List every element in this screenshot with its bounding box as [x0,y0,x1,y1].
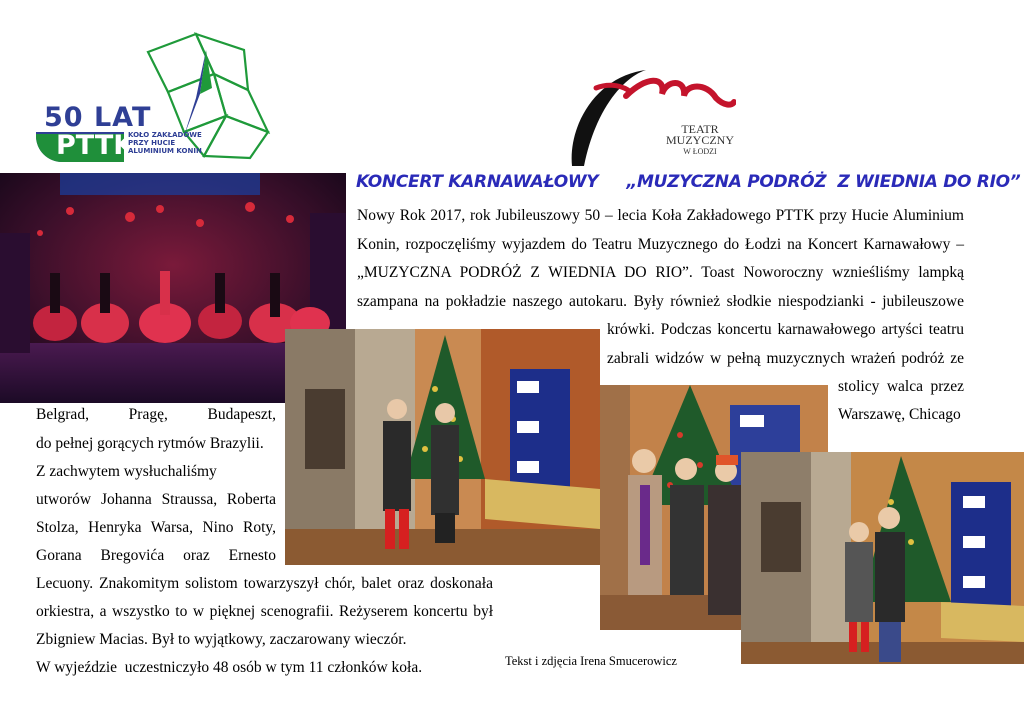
para-line-6: zabrali widzów w pełną muzycznych wrażeń podróż ze [607,350,964,367]
para-line-12: Stolza, Henryka Warsa, Nino Roty, [36,519,276,536]
group-photo-3 [741,452,1024,664]
para-line-7: stolicy walca przez [838,378,964,395]
para-line-13: Gorana Bregovića oraz Ernesto [36,547,276,564]
para-line-14: Lecuony. Znakomitym solistom towarzyszył chór, balet oraz doskonała [36,575,493,592]
pttk-years: 50 LAT [44,102,152,133]
page-title: KONCERT KARNAWAŁOWY „MUZYCZNA PODRÓŻ Z WIEDNIA DO RIO” [356,172,1021,192]
pttk-subtitle: KOŁO ZAKŁADOWE PRZY HUCIE ALUMINIUM KONIN [128,131,202,155]
para-line-17: W wyjeździe uczestniczyło 48 osób w tym 11 członków koła. [36,659,423,676]
para-line-1: Nowy Rok 2017, rok Jubileuszowy 50 – lecia Koła Zakładowego PTTK przy Hucie Aluminium [357,207,964,224]
para-line-5: krówki. Podczas koncertu karnawałowego artyści teatru [607,321,964,338]
para-line-8-right: Warszawę, Chicago [838,406,961,423]
pttk-name: PTTK [56,130,135,161]
para-line-8-left: Belgrad, Pragę, Budapeszt, [36,406,276,423]
para-line-4: szampana na pokładzie naszego autokaru. Były również słodkie niespodzianki - jubileuszowe [357,293,964,310]
para-line-2: Konin, rozpoczęliśmy wyjazdem do Teatru Muzycznego do Łodzi na Koncert Karnawałowy – [357,236,964,253]
para-line-3: „MUZYCZNA PODRÓŻ Z WIEDNIA DO RIO”. Toast Noworoczny wznieśliśmy lampką [357,264,964,281]
group-photo-1 [285,329,600,565]
photo-credit: Tekst i zdjęcia Irena Smucerowicz [505,654,677,668]
para-line-10: Z zachwytem wysłuchaliśmy [36,463,217,480]
para-line-16: Zbigniew Macias. Był to wyjątkowy, zaczarowany wieczór. [36,631,407,648]
para-line-9: do pełnej gorących rytmów Brazylii. [36,435,264,452]
para-line-11: utworów Johanna Straussa, Roberta [36,491,276,508]
teatr-logo-text: TEATR MUZYCZNY W ŁODZI [666,122,734,156]
para-line-15: orkiestra, a wszystko to w pięknej scenografii. Reżyserem koncertu był [36,603,493,620]
